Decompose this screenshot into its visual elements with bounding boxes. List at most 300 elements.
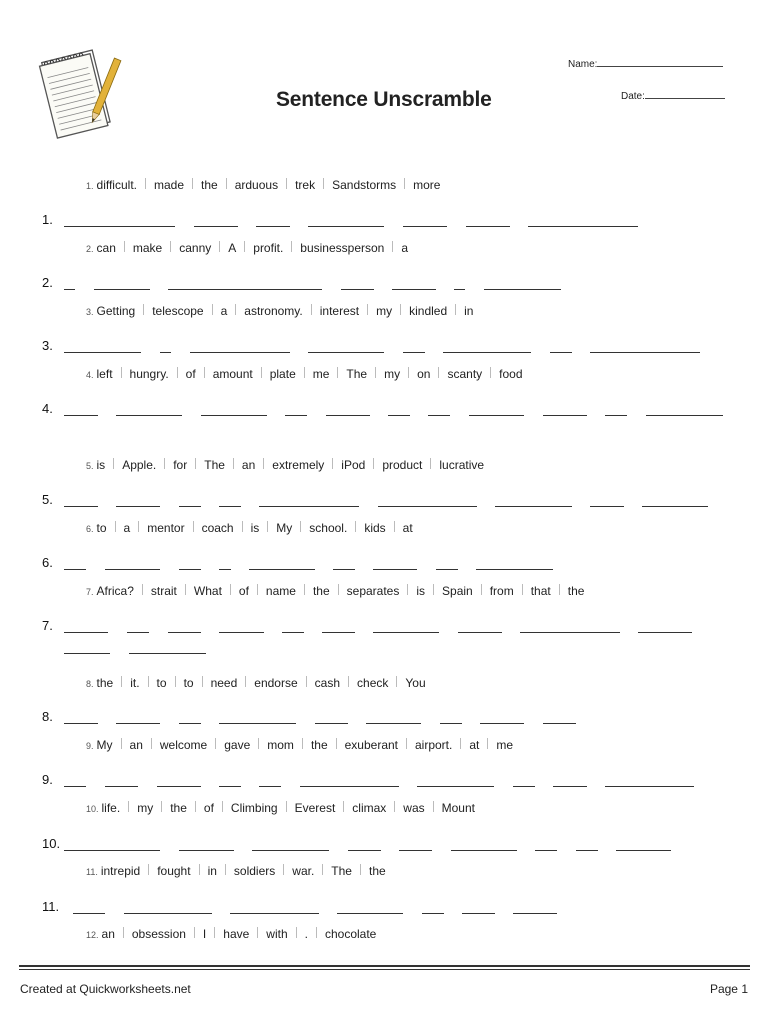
answer-blank[interactable] <box>480 723 524 724</box>
answer-blank[interactable] <box>64 569 86 570</box>
scrambled-word: profit. <box>253 241 284 255</box>
answer-blank[interactable] <box>282 632 304 633</box>
scrambled-words-row <box>86 241 408 255</box>
answer-blank[interactable] <box>230 913 319 914</box>
scrambled-word: make <box>132 241 163 255</box>
scrambled-word: iPod <box>341 458 366 472</box>
answer-blank[interactable] <box>388 415 410 416</box>
answer-blank[interactable] <box>642 506 708 507</box>
word-separator <box>286 178 287 189</box>
scrambled-word: canny <box>179 241 212 255</box>
answer-blank[interactable] <box>219 786 241 787</box>
answer-blank[interactable] <box>443 352 531 353</box>
word-separator <box>286 801 287 812</box>
answer-blank[interactable] <box>308 226 384 227</box>
word-separator <box>394 801 395 812</box>
answer-blank[interactable] <box>64 226 175 227</box>
scrambled-word: trek <box>295 178 316 192</box>
word-separator <box>138 521 139 532</box>
question-number: 12. <box>86 930 99 940</box>
word-separator <box>355 521 356 532</box>
scrambled-word: Everest <box>294 801 336 815</box>
scrambled-word: have <box>223 927 250 941</box>
word-separator <box>199 864 200 875</box>
word-separator <box>304 584 305 595</box>
question-number: 7. <box>86 587 94 597</box>
answer-blank[interactable] <box>513 913 557 914</box>
scrambled-word: the <box>567 584 585 598</box>
answer-blank[interactable] <box>249 569 315 570</box>
answer-blank[interactable] <box>129 653 206 654</box>
scrambled-word: left <box>96 367 113 381</box>
answer-blank[interactable] <box>168 289 322 290</box>
answer-blank[interactable] <box>428 415 450 416</box>
scrambled-word: is <box>96 458 106 472</box>
answer-blank[interactable] <box>543 723 576 724</box>
word-separator <box>121 367 122 378</box>
scrambled-word: a <box>220 304 228 318</box>
scrambled-words-row <box>86 927 376 941</box>
answer-blank[interactable] <box>219 569 231 570</box>
question-number: 11. <box>86 867 98 877</box>
answer-blank[interactable] <box>458 632 502 633</box>
scrambled-word: Mount <box>441 801 475 815</box>
scrambled-word: extremely <box>272 458 325 472</box>
scrambled-word: cash <box>314 676 341 690</box>
word-separator <box>316 927 317 938</box>
word-separator <box>185 584 186 595</box>
scrambled-word: Spain <box>442 584 473 598</box>
scrambled-word: arduous <box>234 178 279 192</box>
word-separator <box>323 178 324 189</box>
scrambled-word: school. <box>309 521 348 535</box>
scrambled-word: the <box>201 178 218 192</box>
answer-blank[interactable] <box>308 352 384 353</box>
scrambled-word: mentor <box>147 521 185 535</box>
scrambled-word: gave <box>224 738 251 752</box>
answer-blank[interactable] <box>73 913 105 914</box>
scrambled-word: I <box>202 927 207 941</box>
word-separator <box>233 458 234 469</box>
word-separator <box>177 367 178 378</box>
word-separator <box>148 676 149 687</box>
scrambled-word: Sandstorms <box>332 178 397 192</box>
scrambled-word: the <box>96 676 114 690</box>
word-separator <box>124 241 125 252</box>
word-separator <box>113 458 114 469</box>
scrambled-word: exuberant <box>344 738 398 752</box>
answer-blank[interactable] <box>337 913 403 914</box>
scrambled-word: the <box>368 864 386 878</box>
answer-blank[interactable] <box>476 569 553 570</box>
scrambled-word: with <box>266 927 288 941</box>
answer-number: 3. <box>42 338 53 353</box>
answer-row <box>0 618 770 634</box>
word-separator <box>202 676 203 687</box>
question-number: 3. <box>86 307 94 317</box>
word-separator <box>219 241 220 252</box>
scrambled-word: hungry. <box>129 367 169 381</box>
answer-blank[interactable] <box>116 415 182 416</box>
scrambled-word: kids <box>364 521 386 535</box>
answer-blank[interactable] <box>285 415 307 416</box>
scrambled-word: an <box>101 927 115 941</box>
word-separator <box>304 367 305 378</box>
answer-blank[interactable] <box>469 415 524 416</box>
date-blank[interactable] <box>645 89 725 99</box>
scrambled-word: is <box>416 584 426 598</box>
word-separator <box>396 676 397 687</box>
scrambled-word: businessperson <box>300 241 385 255</box>
question-number: 5. <box>86 461 94 471</box>
name-label: Name: <box>568 59 598 70</box>
answer-blank[interactable] <box>252 850 329 851</box>
scrambled-word: me <box>312 367 330 381</box>
scrambled-word: The <box>204 458 225 472</box>
answer-blank[interactable] <box>605 786 694 787</box>
answer-blank[interactable] <box>116 506 160 507</box>
answer-blank[interactable] <box>160 352 171 353</box>
answer-blank[interactable] <box>194 226 238 227</box>
answer-blank[interactable] <box>315 723 348 724</box>
word-separator <box>263 458 264 469</box>
word-separator <box>392 241 393 252</box>
answer-blank[interactable] <box>116 723 160 724</box>
answer-blank[interactable] <box>326 415 370 416</box>
word-separator <box>193 521 194 532</box>
scrambled-word: You <box>405 676 426 690</box>
answer-blank[interactable] <box>157 786 201 787</box>
scrambled-word: my <box>384 367 401 381</box>
page-title: Sentence Unscramble <box>276 88 492 111</box>
scrambled-words-row <box>86 521 413 535</box>
word-separator <box>300 521 301 532</box>
word-separator <box>128 801 129 812</box>
answer-blank[interactable] <box>550 352 572 353</box>
word-separator <box>433 584 434 595</box>
scrambled-word: Apple. <box>122 458 157 472</box>
scrambled-word: kindled <box>409 304 448 318</box>
name-field[interactable] <box>568 57 723 70</box>
scrambled-word: is <box>250 521 260 535</box>
scrambled-word: can <box>96 241 116 255</box>
word-separator <box>235 304 236 315</box>
date-label: Date: <box>621 91 645 102</box>
word-separator <box>142 584 143 595</box>
answer-blank[interactable] <box>646 415 723 416</box>
scrambled-word: plate <box>269 367 296 381</box>
answer-blank[interactable] <box>127 632 149 633</box>
scrambled-word: The <box>331 864 352 878</box>
date-field[interactable] <box>621 89 725 102</box>
answer-blank[interactable] <box>392 289 436 290</box>
page-number: Page 1 <box>709 982 748 996</box>
answer-blank[interactable] <box>179 506 201 507</box>
notepad-pencil-icon <box>38 40 124 144</box>
answer-blank[interactable] <box>179 850 234 851</box>
word-separator <box>226 178 227 189</box>
answer-blank[interactable] <box>333 569 355 570</box>
scrambled-word: Getting <box>96 304 136 318</box>
scrambled-words-row <box>86 367 523 381</box>
scrambled-word: my <box>376 304 393 318</box>
word-separator <box>214 927 215 938</box>
answer-blank[interactable] <box>373 632 439 633</box>
scrambled-word: amount <box>212 367 253 381</box>
answer-blank[interactable] <box>94 289 150 290</box>
footer-divider-thin <box>19 969 750 970</box>
answer-blank[interactable] <box>436 569 458 570</box>
answer-row <box>0 772 770 788</box>
scrambled-word: . <box>304 927 308 941</box>
scrambled-word: Africa? <box>96 584 134 598</box>
scrambled-words-row <box>86 584 584 598</box>
answer-blank[interactable] <box>403 352 425 353</box>
word-separator <box>490 367 491 378</box>
scrambled-word: chocolate <box>324 927 377 941</box>
scrambled-words-row <box>86 864 386 878</box>
word-separator <box>123 927 124 938</box>
scrambled-word: from <box>489 584 514 598</box>
answer-blank[interactable] <box>543 415 587 416</box>
answer-blank[interactable] <box>219 632 264 633</box>
answer-blank[interactable] <box>535 850 557 851</box>
answer-row <box>0 492 770 508</box>
answer-blank[interactable] <box>513 786 535 787</box>
word-separator <box>296 927 297 938</box>
scrambled-word: the <box>310 738 328 752</box>
answer-number: 5. <box>42 492 53 507</box>
scrambled-word: fought <box>157 864 191 878</box>
answer-blank[interactable] <box>219 506 241 507</box>
answer-number: 7. <box>42 618 53 633</box>
answer-blank[interactable] <box>520 632 620 633</box>
answer-row <box>0 899 770 915</box>
word-separator <box>373 458 374 469</box>
answer-row <box>0 212 770 228</box>
answer-blank[interactable] <box>190 352 290 353</box>
answer-blank[interactable] <box>590 506 624 507</box>
scrambled-word: in <box>207 864 217 878</box>
footer-credit: Created at Quickworksheets.net <box>20 982 191 996</box>
answer-number: 10. <box>42 836 61 851</box>
scrambled-word: an <box>129 738 143 752</box>
answer-blank[interactable] <box>179 569 201 570</box>
scrambled-word: of <box>238 584 249 598</box>
answer-blank[interactable] <box>366 723 421 724</box>
answer-blank[interactable] <box>466 226 510 227</box>
answer-blank[interactable] <box>259 786 281 787</box>
answer-blank[interactable] <box>219 723 296 724</box>
word-separator <box>283 864 284 875</box>
answer-blank[interactable] <box>399 850 432 851</box>
answer-blank[interactable] <box>422 913 444 914</box>
answer-blank[interactable] <box>528 226 638 227</box>
answer-row <box>0 401 770 417</box>
answer-blank[interactable] <box>259 506 359 507</box>
word-separator <box>115 521 116 532</box>
answer-blank[interactable] <box>348 850 381 851</box>
scrambled-word: separates <box>346 584 400 598</box>
word-separator <box>148 864 149 875</box>
word-separator <box>145 178 146 189</box>
scrambled-words-row <box>86 304 473 318</box>
answer-blank[interactable] <box>64 632 108 633</box>
answer-row <box>0 836 770 852</box>
scrambled-words-row <box>86 178 440 192</box>
scrambled-word: intrepid <box>100 864 141 878</box>
answer-blank[interactable] <box>64 289 75 290</box>
answer-number: 2. <box>42 275 53 290</box>
scrambled-word: to <box>96 521 107 535</box>
scrambled-word: at <box>402 521 413 535</box>
answer-blank[interactable] <box>105 786 138 787</box>
answer-blank[interactable] <box>576 850 598 851</box>
answer-blank[interactable] <box>179 723 201 724</box>
word-separator <box>164 458 165 469</box>
question-number: 2. <box>86 244 94 254</box>
answer-blank[interactable] <box>590 352 700 353</box>
question-number: 8. <box>86 679 94 689</box>
answer-blank[interactable] <box>168 632 201 633</box>
answer-row <box>0 338 770 354</box>
answer-blank[interactable] <box>616 850 671 851</box>
question-number: 6. <box>86 524 94 534</box>
answer-blank[interactable] <box>341 289 374 290</box>
scrambled-word: more <box>413 178 441 192</box>
answer-blank[interactable] <box>440 723 462 724</box>
word-separator <box>215 738 216 749</box>
answer-blank[interactable] <box>256 226 290 227</box>
scrambled-word: a <box>123 521 131 535</box>
answer-number: 1. <box>42 212 53 227</box>
word-separator <box>121 738 122 749</box>
word-separator <box>230 584 231 595</box>
scrambled-word: A <box>228 241 237 255</box>
scrambled-word: My <box>96 738 113 752</box>
word-separator <box>151 738 152 749</box>
answer-blank[interactable] <box>462 913 495 914</box>
word-separator <box>257 584 258 595</box>
scrambled-word: climax <box>352 801 387 815</box>
scrambled-word: airport. <box>415 738 453 752</box>
scrambled-words-row <box>86 801 475 815</box>
word-separator <box>367 304 368 315</box>
answer-blank[interactable] <box>495 506 572 507</box>
scrambled-word: at <box>469 738 480 752</box>
question-number: 1. <box>86 181 94 191</box>
scrambled-word: product <box>382 458 423 472</box>
answer-number: 8. <box>42 709 53 724</box>
word-separator <box>244 241 245 252</box>
answer-blank[interactable] <box>378 506 477 507</box>
answer-blank[interactable] <box>105 569 160 570</box>
answer-blank[interactable] <box>64 415 98 416</box>
answer-blank[interactable] <box>451 850 517 851</box>
word-separator <box>175 676 176 687</box>
answer-blank[interactable] <box>484 289 561 290</box>
scrambled-word: the <box>312 584 330 598</box>
word-separator <box>438 367 439 378</box>
answer-blank[interactable] <box>64 653 110 654</box>
word-separator <box>143 304 144 315</box>
answer-blank[interactable] <box>605 415 627 416</box>
answer-blank[interactable] <box>373 569 417 570</box>
word-separator <box>195 458 196 469</box>
answer-blank[interactable] <box>64 506 98 507</box>
word-separator <box>343 801 344 812</box>
word-separator <box>195 801 196 812</box>
scrambled-word: that <box>530 584 551 598</box>
word-separator <box>430 458 431 469</box>
scrambled-word: to <box>156 676 167 690</box>
word-separator <box>192 178 193 189</box>
answer-row <box>0 555 770 571</box>
answer-blank[interactable] <box>403 226 447 227</box>
scrambled-word: obsession <box>131 927 186 941</box>
answer-row <box>0 709 770 725</box>
scrambled-word: a <box>401 241 409 255</box>
scrambled-word: life. <box>101 801 121 815</box>
answer-blank[interactable] <box>64 723 98 724</box>
answer-blank[interactable] <box>417 786 494 787</box>
answer-blank[interactable] <box>638 632 692 633</box>
scrambled-word: mom <box>267 738 294 752</box>
scrambled-word: lucrative <box>439 458 485 472</box>
word-separator <box>455 304 456 315</box>
answer-blank[interactable] <box>454 289 465 290</box>
scrambled-word: difficult. <box>96 178 137 192</box>
scrambled-word: coach <box>201 521 234 535</box>
word-separator <box>481 584 482 595</box>
word-separator <box>258 738 259 749</box>
scrambled-word: soldiers <box>233 864 276 878</box>
word-separator <box>487 738 488 749</box>
answer-blank[interactable] <box>553 786 587 787</box>
word-separator <box>245 676 246 687</box>
answer-blank[interactable] <box>300 786 399 787</box>
name-blank[interactable] <box>597 57 723 67</box>
answer-blank[interactable] <box>322 632 355 633</box>
scrambled-word: in <box>464 304 474 318</box>
word-separator <box>311 304 312 315</box>
answer-blank[interactable] <box>64 786 86 787</box>
scrambled-word: made <box>153 178 185 192</box>
scrambled-word: strait <box>150 584 177 598</box>
scrambled-word: Climbing <box>230 801 278 815</box>
word-separator <box>161 801 162 812</box>
word-separator <box>257 927 258 938</box>
scrambled-word: name <box>265 584 296 598</box>
word-separator <box>375 367 376 378</box>
answer-blank[interactable] <box>201 415 267 416</box>
word-separator <box>261 367 262 378</box>
word-separator <box>212 304 213 315</box>
scrambled-word: astronomy. <box>244 304 303 318</box>
word-separator <box>394 521 395 532</box>
answer-blank[interactable] <box>64 352 141 353</box>
answer-blank[interactable] <box>124 913 212 914</box>
word-separator <box>332 458 333 469</box>
scrambled-word: What <box>193 584 222 598</box>
word-separator <box>404 178 405 189</box>
scrambled-word: an <box>241 458 256 472</box>
word-separator <box>121 676 122 687</box>
word-separator <box>407 584 408 595</box>
answer-blank[interactable] <box>64 850 160 851</box>
word-separator <box>406 738 407 749</box>
scrambled-word: the <box>170 801 187 815</box>
